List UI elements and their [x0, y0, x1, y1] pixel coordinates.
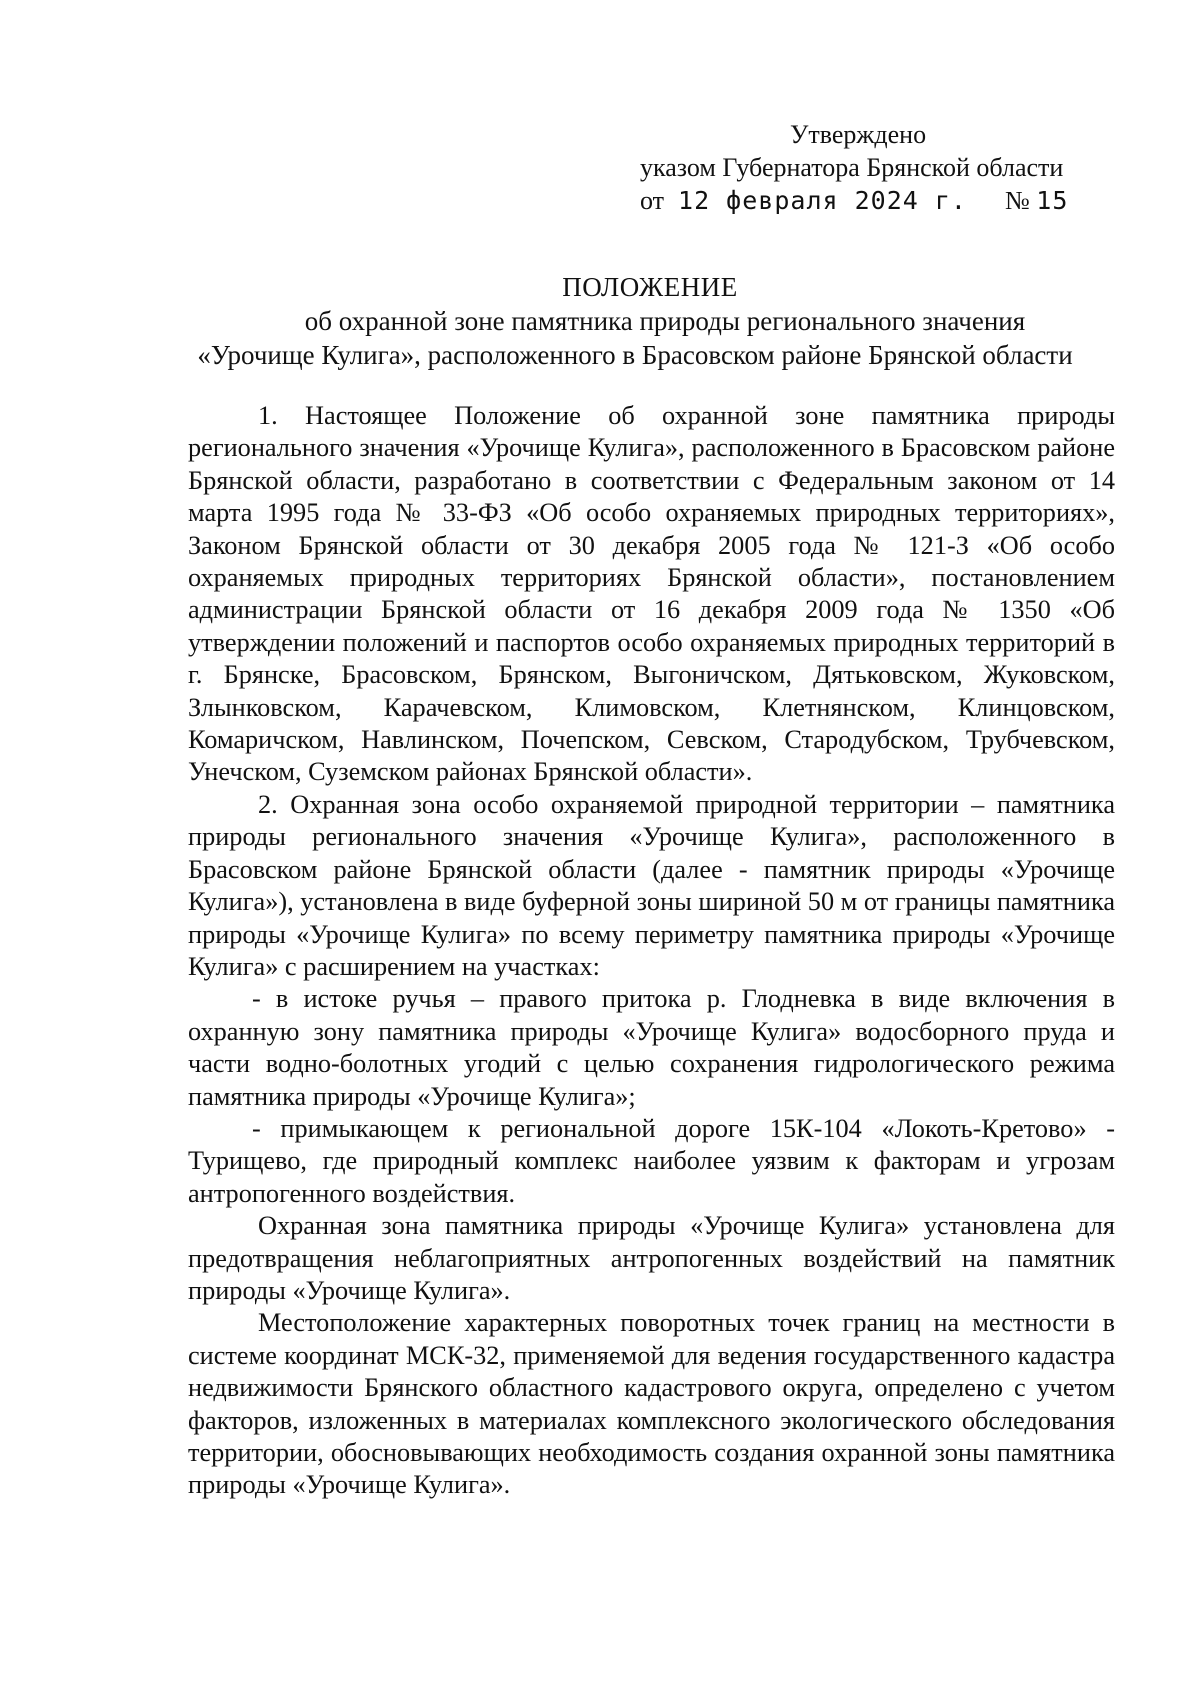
approval-number-sign: № — [1004, 186, 1030, 215]
approval-from-label: от — [640, 186, 665, 215]
approval-number: 15 — [1036, 186, 1069, 215]
paragraph-3: Охранная зона памятника природы «Урочище Кулига» установлена для предотвращения неблагоприятных антропогенных воздействий на памятник природы «Урочище Кулига». — [188, 1211, 1115, 1305]
paragraph-1: 1. Настоящее Положение об охранной зоне памятника природы регионального значения «Урочище Кулига», расположенного в Брасовском районе Брянской области, разработано в соответствии с Федеральным законом от 14 марта 1995 года № 33-ФЗ «Об особо охраняемых природных территориях», Законом Брянской области от 30 декабря 2005 года № 121-З «Об особо охраняемых природных территориях Брянской области», постановлением администрации Брянской области от 16 декабря 2009 года № 1350 «Об утверждении положений и паспортов особо охраняемых природных территорий в г. Брянске, Брасовском, Брянском, Выгоничском, Дятьковском, Жуковском, Злынковском, Карачевском, Климовском, Клетнянском, Клинцовском, Комаричском, Навлинском, Почепском, Севском, Стародубском, Трубчевском, Унечском, Суземском районах Брянской области». — [188, 401, 1115, 787]
document-subtitle-line-2: «Урочище Кулига», расположенного в Брасовском районе Брянской области — [197, 340, 1073, 370]
approval-date: 12 февраля 2024 г. — [678, 186, 967, 215]
approval-date-number — [640, 184, 1100, 217]
document-title-block — [0, 270, 1200, 372]
paragraph-2: 2. Охранная зона особо охраняемой природной территории – памятника природы регионального значения «Урочище Кулига», расположенного в Брасовском районе Брянской области (далее - памятник природы «Урочище Кулига»), установлена в виде буферной зоны шириной 50 м от границы памятника природы «Урочище Кулига» по всему периметру памятника природы «Урочище Кулига» с расширением на участках: — [188, 789, 1115, 981]
paragraph-list-item-2: - примыкающем к региональной дороге 15К-104 «Локоть-Кретово» - Турищево, где природный комплекс наиболее уязвим к факторам и угрозам антропогенного воздействия. — [188, 1113, 1115, 1208]
paragraph-list-item-1: - в истоке ручья – правого притока р. Глодневка в виде включения в охранную зону памятника природы «Урочище Кулига» водосборного пруда и части водно-болотных угодий с целью сохранения гидрологического режима памятника природы «Урочище Кулига»; — [188, 984, 1115, 1111]
document-body — [188, 400, 1115, 1502]
approval-block — [640, 118, 1100, 217]
approval-title: Утверждено — [790, 120, 927, 149]
paragraph-4: Местоположение характерных поворотных точек границ на местности в системе координат МСК-32, применяемой для ведения государственного кадастра недвижимости Брянского областного кадастрового округа, определено с учетом факторов, изложенных в материалах комплексного экологического обследования территории, обосновывающих необходимость создания охранной зоны памятника природы «Урочище Кулига». — [188, 1308, 1115, 1500]
document-subtitle-line-1: об охранной зоне памятника природы регионального значения — [304, 306, 1026, 336]
document-heading: ПОЛОЖЕНИЕ — [562, 272, 738, 302]
approval-issuer: указом Губернатора Брянской области — [640, 153, 1064, 182]
